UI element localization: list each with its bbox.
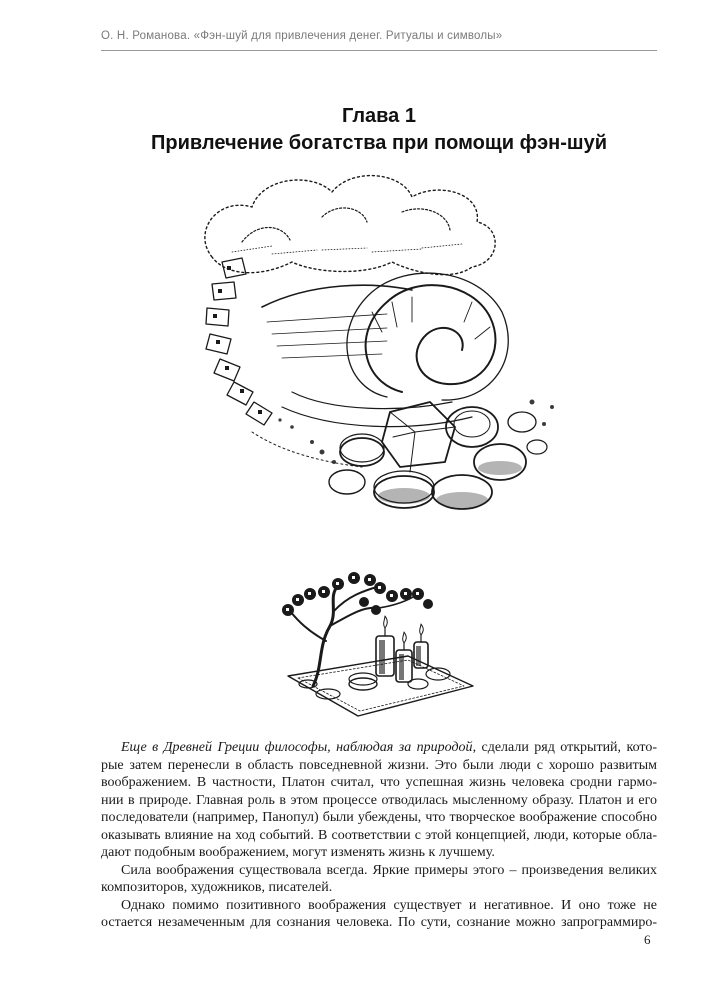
paragraph-1-line-2: рые затем перенесли в область повседневной жизни. Это были люди с хорошо развитым <box>101 757 657 773</box>
body-text <box>101 739 657 932</box>
paragraph-3-line-1: Однако помимо позитивного воображения существует и негативное. И оно тоже не <box>121 897 657 913</box>
paragraph-2-line-2: композиторов, художников, писателей. <box>101 880 333 895</box>
paragraph-1-line-5: последователи (например, Панопул) были убеждены, что творческое воображение способно <box>101 810 657 825</box>
chapter-heading <box>101 103 657 157</box>
header-divider <box>101 50 657 51</box>
chapter-title: Привлечение богатства при помощи фэн-шуй <box>151 132 607 154</box>
line-text: , сделали ряд открытий, кото- <box>472 740 657 755</box>
wealth-whirlwind-illustration <box>172 162 562 532</box>
page-number: 6 <box>644 932 651 947</box>
paragraph-1-line-4: нии в природе. Главная роль в этом процессе отводилась мысленному образу. Платон и его <box>101 792 657 808</box>
money-tree-candles-illustration <box>268 566 488 726</box>
paragraph-1-line-1 <box>101 739 657 757</box>
paragraph-1-line-3: воображением. В частности, Платон считал, что успешная жизнь человека сродни гармо- <box>101 775 657 790</box>
italic-lead-in: Еще в Древней Греции философы, наблюдая за природой <box>121 740 473 755</box>
running-head: О. Н. Романова. «Фэн-шуй для привлечения денег. Ритуалы и символы» <box>101 30 503 42</box>
paragraph-1-line-7: дают подобным воображением, могут изменять жизнь к лучшему. <box>101 845 495 860</box>
chapter-number: Глава 1 <box>341 105 416 127</box>
paragraph-1-line-6: оказывать влияние на ход событий. В соответствии с этой концепцией, люди, которые обла- <box>101 827 657 843</box>
paragraph-3-line-2: остается незамеченным для сознания человека. По сути, сознание можно запрограммиро- <box>101 915 657 930</box>
paragraph-2-line-1: Сила воображения существовала всегда. Яркие примеры этого – произведения великих <box>121 862 657 878</box>
